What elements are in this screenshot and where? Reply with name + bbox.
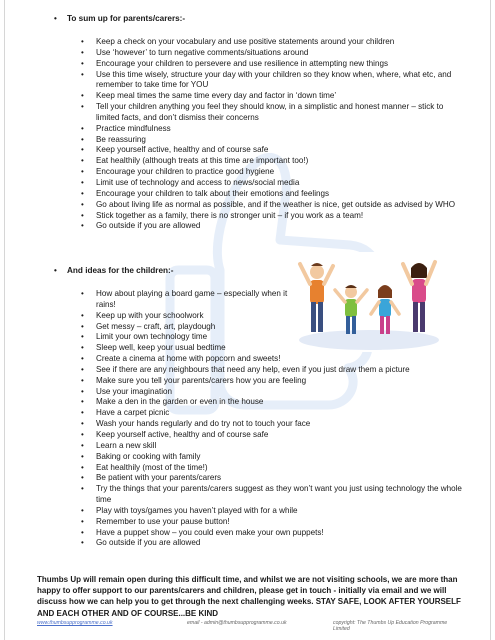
list-item <box>81 354 466 365</box>
item-text: Sleep well, keep your usual bedtime <box>96 343 226 353</box>
bullet: • <box>81 91 84 101</box>
bullet: • <box>81 102 84 112</box>
bullet: • <box>81 177 84 187</box>
list-item <box>81 473 466 484</box>
list-item <box>81 408 466 419</box>
list-item <box>81 332 466 343</box>
list-item <box>81 221 456 232</box>
item-text: Create a cinema at home with popcorn and sweets! <box>96 354 281 364</box>
item-text: Go about living life as normal as possible, and if the weather is nice, get outside as advised by WHO <box>96 199 456 209</box>
item-text: Keep meal times the same time every day and factor in ‘down time’ <box>96 91 337 101</box>
bullet: • <box>81 210 84 220</box>
item-text: Keep yourself active, healthy and of course safe <box>96 429 269 439</box>
page-border-right <box>490 0 491 640</box>
bullet: • <box>81 354 84 364</box>
item-text: Remember to use your pause button! <box>96 516 230 526</box>
section-heading-children <box>54 266 174 276</box>
item-text: Play with toys/games you haven’t played with for a while <box>96 505 298 515</box>
item-text: Keep up with your schoolwork <box>96 310 204 320</box>
list-item <box>81 451 466 463</box>
item-text: Stick together as a family, there is no stronger unit – if you work as a team! <box>96 210 364 220</box>
bullet: • <box>81 332 84 342</box>
item-text: Keep yourself active, healthy and of course safe <box>96 145 269 155</box>
bullet: • <box>54 14 57 23</box>
bullet: • <box>81 505 84 515</box>
list-item <box>81 419 466 430</box>
bullet: • <box>81 134 84 144</box>
heading-text: And ideas for the children:- <box>67 266 174 275</box>
bullet: • <box>81 289 84 298</box>
bullet: • <box>81 462 84 472</box>
list-item <box>81 386 466 398</box>
item-text: Tell your children anything you feel they should know, in a simplistic and honest manner – stick to limited facts, and don’t dismiss their concerns <box>96 102 444 122</box>
item-text: Baking or cooking with family <box>96 451 201 461</box>
list-item <box>81 429 466 441</box>
section-heading-parents <box>54 14 186 24</box>
item-text: Limit use of technology and access to news/social media <box>96 177 300 187</box>
item-text: Limit your own technology time <box>96 332 208 342</box>
list-item <box>81 538 466 549</box>
item-text: Use ‘however’ to turn negative comments/situations around <box>96 47 309 57</box>
list-item <box>81 505 466 517</box>
bullet: • <box>81 321 84 331</box>
list-item <box>81 156 456 167</box>
item-text: Keep a check on your vocabulary and use positive statements around your children <box>96 37 395 46</box>
bullet: • <box>81 364 84 374</box>
bullet: • <box>81 199 84 209</box>
bullet: • <box>81 156 84 166</box>
item-text: Be patient with your parents/carers <box>96 473 222 483</box>
item-text: Practice mindfulness <box>96 123 171 133</box>
bullet: • <box>81 123 84 133</box>
list-item <box>81 289 296 311</box>
list-item <box>81 167 456 178</box>
item-text: Wash your hands regularly and do try not to touch your face <box>96 419 311 429</box>
bullet: • <box>81 516 84 526</box>
closing-paragraph: Thumbs Up will remain open during this difficult time, and whilst we are not visiting schools, we are more than happy to offer support to our parents/carers and children, please get in touch - initially via email and we will discuss how we can help you to get through the next challenging weeks. STAY SAFE, LOOK AFTER YOURSELF AND EACH OTHER AND OF COURSE...BE KIND <box>37 575 461 618</box>
bullet: • <box>81 473 84 483</box>
bullet: • <box>81 386 84 396</box>
list-item <box>81 102 456 124</box>
list-item <box>81 462 466 474</box>
item-text: See if there are any neighbours that need any help, even if you just draw them a picture <box>96 364 410 374</box>
item-text: Try the things that your parents/carers suggest as they won’t want you just using technology the whole time <box>96 484 462 505</box>
bullet: • <box>81 484 84 494</box>
bullet: • <box>81 451 84 461</box>
item-text: Go outside if you are allowed <box>96 538 201 548</box>
bullet: • <box>81 527 84 537</box>
list-item <box>81 516 466 528</box>
item-text: Be reassuring <box>96 134 146 144</box>
parents-tips-list <box>81 37 456 232</box>
bullet: • <box>81 538 84 548</box>
list-item <box>81 188 456 200</box>
list-item <box>81 69 456 92</box>
bullet: • <box>81 37 84 46</box>
list-item <box>81 210 456 222</box>
list-item <box>81 343 466 354</box>
bullet: • <box>81 397 84 407</box>
list-item <box>81 145 456 156</box>
bullet: • <box>81 408 84 418</box>
list-item <box>81 484 466 506</box>
list-item <box>81 91 456 102</box>
website-link[interactable]: www.thumbsupprogramme.co.uk <box>37 620 113 626</box>
list-item <box>81 58 456 70</box>
bullet: • <box>81 310 84 320</box>
item-text: Eat healthily (although treats at this time are important too!) <box>96 156 309 166</box>
item-text: Learn a new skill <box>96 440 157 450</box>
bullet: • <box>81 69 84 79</box>
bullet: • <box>54 266 57 275</box>
list-item <box>81 375 466 387</box>
bullet: • <box>81 343 84 353</box>
list-item <box>81 440 466 452</box>
item-text: Make sure you tell your parents/carers how you are feeling <box>96 375 307 385</box>
list-item <box>81 321 466 333</box>
item-text: Have a carpet picnic <box>96 408 170 418</box>
heading-text: To sum up for parents/carers:- <box>67 14 186 23</box>
item-text: Have a puppet show – you could even make your own puppets! <box>96 527 324 537</box>
list-item <box>81 364 466 376</box>
item-text: How about playing a board game – especially when it rains! <box>96 289 288 309</box>
bullet: • <box>81 167 84 177</box>
children-ideas-list <box>81 289 466 549</box>
item-text: Go outside if you are allowed <box>96 221 201 231</box>
item-text: Encourage your children to persevere and use resilience in attempting new things <box>96 58 388 68</box>
bullet: • <box>81 188 84 198</box>
bullet: • <box>81 221 84 231</box>
page-border-left <box>4 0 5 640</box>
bullet: • <box>81 375 84 385</box>
item-text: Eat healthily (most of the time!) <box>96 462 208 472</box>
list-item <box>81 527 466 539</box>
list-item <box>81 123 456 135</box>
bullet: • <box>81 429 84 439</box>
list-item <box>81 134 456 146</box>
item-text: Encourage your children to practice good hygiene <box>96 167 275 177</box>
bullet: • <box>81 145 84 155</box>
footer-copyright: copyright: The Thumbs Up Education Programme Limited <box>333 620 448 632</box>
list-item <box>81 37 456 48</box>
item-text: Use your imagination <box>96 386 173 396</box>
list-item <box>81 199 456 211</box>
page-footer <box>37 620 462 630</box>
bullet: • <box>81 47 84 57</box>
list-item <box>81 47 456 59</box>
item-text: Encourage your children to talk about their emotions and feelings <box>96 188 330 198</box>
bullet: • <box>81 58 84 68</box>
item-text: Make a den in the garden or even in the house <box>96 397 264 407</box>
bullet: • <box>81 440 84 450</box>
list-item <box>81 177 456 189</box>
footer-email: email - admin@thumbsupprogramme.co.uk <box>187 620 287 626</box>
list-item <box>81 310 466 322</box>
item-text: Get messy – craft, art, playdough <box>96 321 216 331</box>
list-item <box>81 397 466 408</box>
item-text: Use this time wisely, structure your day with your children so they know when, where, what etc, and remember to take time for YOU <box>96 69 452 90</box>
bullet: • <box>81 419 84 429</box>
